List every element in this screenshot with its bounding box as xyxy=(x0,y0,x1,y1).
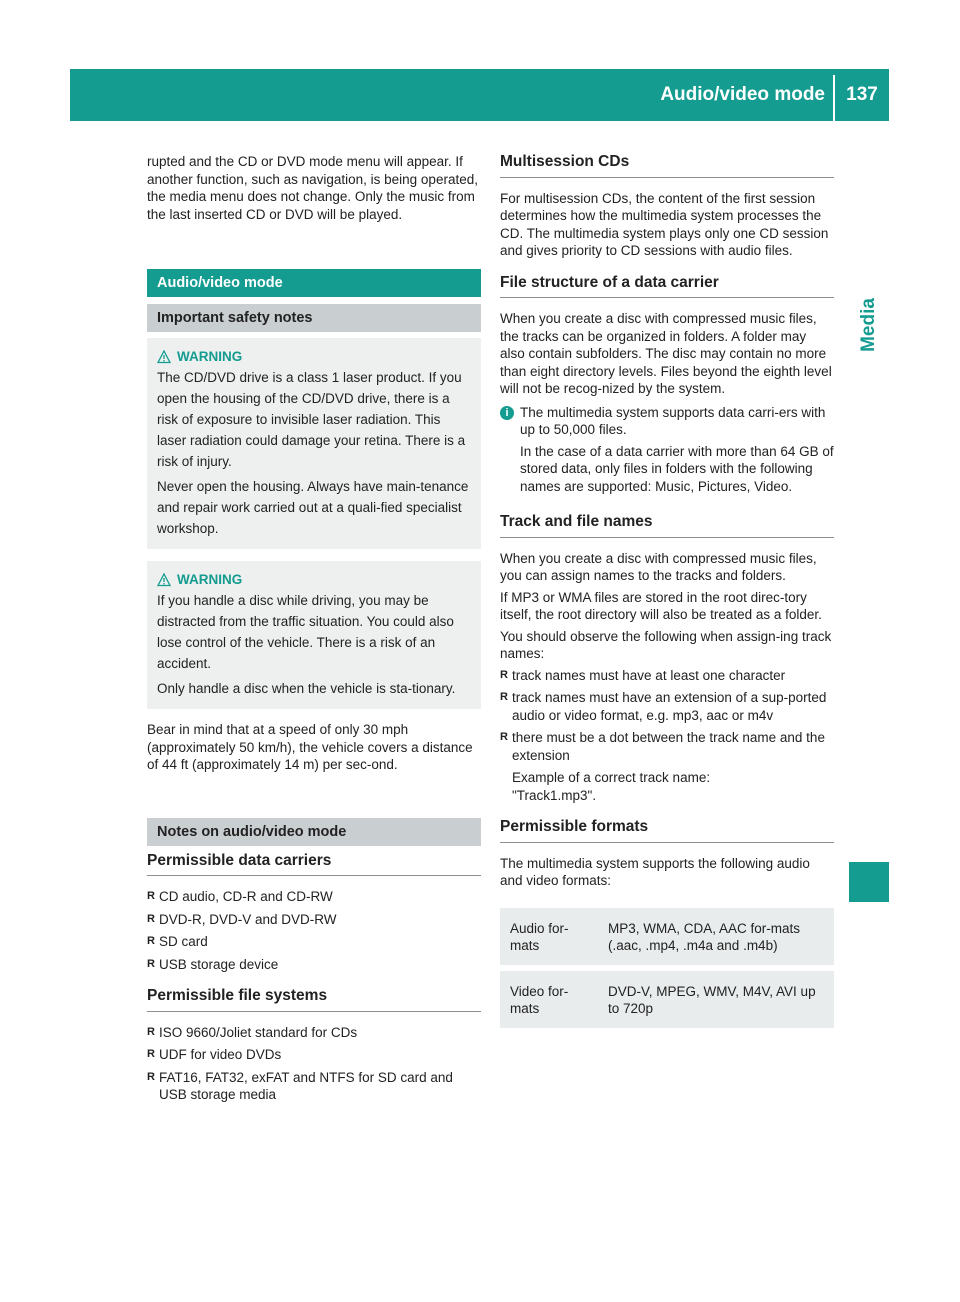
track-names-text: When you create a disc with compressed music files, you can assign names to the tracks and folders. xyxy=(500,550,817,583)
file-structure-text: When you create a disc with compressed music files, the tracks can be organized in folders. A folder may also contain subfolders. The disc may contain no more than eight directory levels. Files beyond the eighth level will not be recog-nized by the system. xyxy=(500,311,832,396)
warning-triangle-icon xyxy=(157,350,171,364)
heading-file-structure: File structure of a data carrier xyxy=(500,274,834,299)
warning-header xyxy=(157,346,473,367)
side-tab-label: Media xyxy=(858,298,879,352)
track-rules-list xyxy=(500,667,834,765)
table-row xyxy=(500,908,834,965)
left-column xyxy=(147,153,481,1109)
info-icon: i xyxy=(500,406,514,420)
example-block xyxy=(500,769,834,804)
warning-text: The CD/DVD drive is a class 1 laser product. If you open the housing of the CD/DVD drive, there is a risk of exposure to invisible laser radiation. This laser radiation could damage your retina. There is a risk of injury. xyxy=(157,370,466,469)
list-item: R CD audio, CD-R and CD-RW xyxy=(147,888,481,906)
list-item: R there must be a dot between the track name and the extension xyxy=(500,729,834,764)
list-item: R DVD-R, DVD-V and DVD-RW xyxy=(147,911,481,929)
subsection-title-safety: Important safety notes xyxy=(147,304,481,332)
warning-header xyxy=(157,569,473,590)
warning-label: WARNING xyxy=(177,572,243,587)
table-cell-type: Audio for-mats xyxy=(500,908,598,965)
warning-text: Never open the housing. Always have main-tenance and repair work carried out at a quali-fied specialist workshop. xyxy=(157,479,469,536)
track-names-text: If MP3 or WMA files are stored in the root direc-tory itself, the root directory will also be treated as a folder. xyxy=(500,589,822,622)
list-item: R ISO 9660/Joliet standard for CDs xyxy=(147,1024,481,1042)
info-body xyxy=(520,404,834,500)
list-item: R FAT16, FAT32, exFAT and NTFS for SD card and USB storage media xyxy=(147,1069,481,1104)
right-column xyxy=(500,153,834,1034)
side-tab-media xyxy=(849,275,889,375)
info-text: In the case of a data carrier with more than 64 GB of stored data, only files in folders with the following names are supported: Music, Pictures, Video. xyxy=(520,443,834,494)
warning-triangle-icon xyxy=(157,573,171,587)
heading-file-systems: Permissible file systems xyxy=(147,987,481,1012)
heading-data-carriers: Permissible data carriers xyxy=(147,852,481,877)
multisession-text: For multisession CDs, the content of the first session determines how the multimedia system processes the CD. The multimedia system plays only one CD session and gives priority to CD sessions with audio files. xyxy=(500,190,829,258)
speed-note: Bear in mind that at a speed of only 30 mph (approximately 50 km/h), the vehicle covers a distance of 44 ft (approximately 14 m) per sec-ond. xyxy=(147,722,473,772)
heading-formats: Permissible formats xyxy=(500,818,834,843)
list-item: R SD card xyxy=(147,933,481,951)
table-row xyxy=(500,971,834,1028)
table-cell-value: DVD-V, MPEG, WMV, M4V, AVI up to 720p xyxy=(598,971,834,1028)
heading-track-names: Track and file names xyxy=(500,513,834,538)
carriers-list xyxy=(147,888,481,973)
list-item: R UDF for video DVDs xyxy=(147,1046,481,1064)
warning-label: WARNING xyxy=(177,349,243,364)
warning-box-laser xyxy=(147,338,481,549)
warning-text: If you handle a disc while driving, you may be distracted from the traffic situation. You could also lose control of the vehicle. There is a risk of an accident. xyxy=(157,593,454,671)
table-cell-type: Video for-mats xyxy=(500,971,598,1028)
example-label: Example of a correct track name: xyxy=(512,770,711,785)
formats-table xyxy=(500,902,834,1034)
warning-box-distraction xyxy=(147,561,481,709)
info-text: The multimedia system supports data carri-ers with up to 50,000 files. xyxy=(520,404,826,437)
section-title-audio-video: Audio/video mode xyxy=(147,269,481,297)
info-note xyxy=(500,404,834,500)
side-marker-block xyxy=(849,862,889,902)
example-value: "Track1.mp3". xyxy=(512,787,597,803)
table-cell-value: MP3, WMA, CDA, AAC for-mats (.aac, .mp4, .m4a and .m4b) xyxy=(598,908,834,965)
list-item: R USB storage device xyxy=(147,956,481,974)
track-names-text: You should observe the following when assign-ing track names: xyxy=(500,628,832,661)
heading-multisession: Multisession CDs xyxy=(500,153,834,178)
page-number: 137 xyxy=(846,84,878,105)
chapter-title: Audio/video mode xyxy=(660,84,825,105)
page-header xyxy=(70,69,889,121)
list-item: R track names must have at least one character xyxy=(500,667,834,685)
list-item: R track names must have an extension of a sup-ported audio or video format, e.g. mp3, aac or m4v xyxy=(500,689,834,724)
warning-text: Only handle a disc when the vehicle is sta-tionary. xyxy=(157,681,456,696)
intro-paragraph: rupted and the CD or DVD mode menu will appear. If another function, such as navigation, is being operated, the media menu does not change. Only the music from the last inserted CD or DVD will be played. xyxy=(147,154,478,222)
subsection-title-notes: Notes on audio/video mode xyxy=(147,818,481,846)
filesystems-list xyxy=(147,1024,481,1104)
formats-text: The multimedia system supports the following audio and video formats: xyxy=(500,855,810,888)
